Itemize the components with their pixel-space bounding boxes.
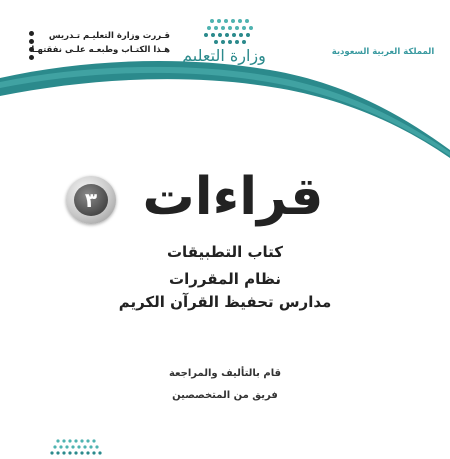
bottom-logo-icon	[48, 438, 104, 456]
kingdom-name: المملكة العربية السعودية	[331, 47, 435, 57]
volume-number: ٣	[74, 184, 108, 216]
book-title: قراءات	[142, 167, 324, 227]
volume-badge	[66, 176, 116, 224]
ministry-name: وزارة التعليم	[182, 46, 266, 65]
subtitle-courses-system: نظام المقررات	[169, 270, 281, 288]
notice-line-1: قـررت وزارة التعليـم تـدريس	[48, 31, 170, 41]
subtitle-applications-book: كتاب التطبيقات	[166, 243, 284, 261]
subtitle-quran-schools: مدارس تحفيظ القرآن الكريم	[118, 293, 332, 311]
teal-swoosh-band	[0, 0, 450, 160]
notice-line-2: هـذا الكتـاب وطبعـه علـى نفقتهـا	[31, 45, 170, 55]
authors-line-2: فريق من المتخصصين	[172, 390, 278, 401]
authors-line-1: قام بالتأليف والمراجعة	[168, 368, 282, 379]
